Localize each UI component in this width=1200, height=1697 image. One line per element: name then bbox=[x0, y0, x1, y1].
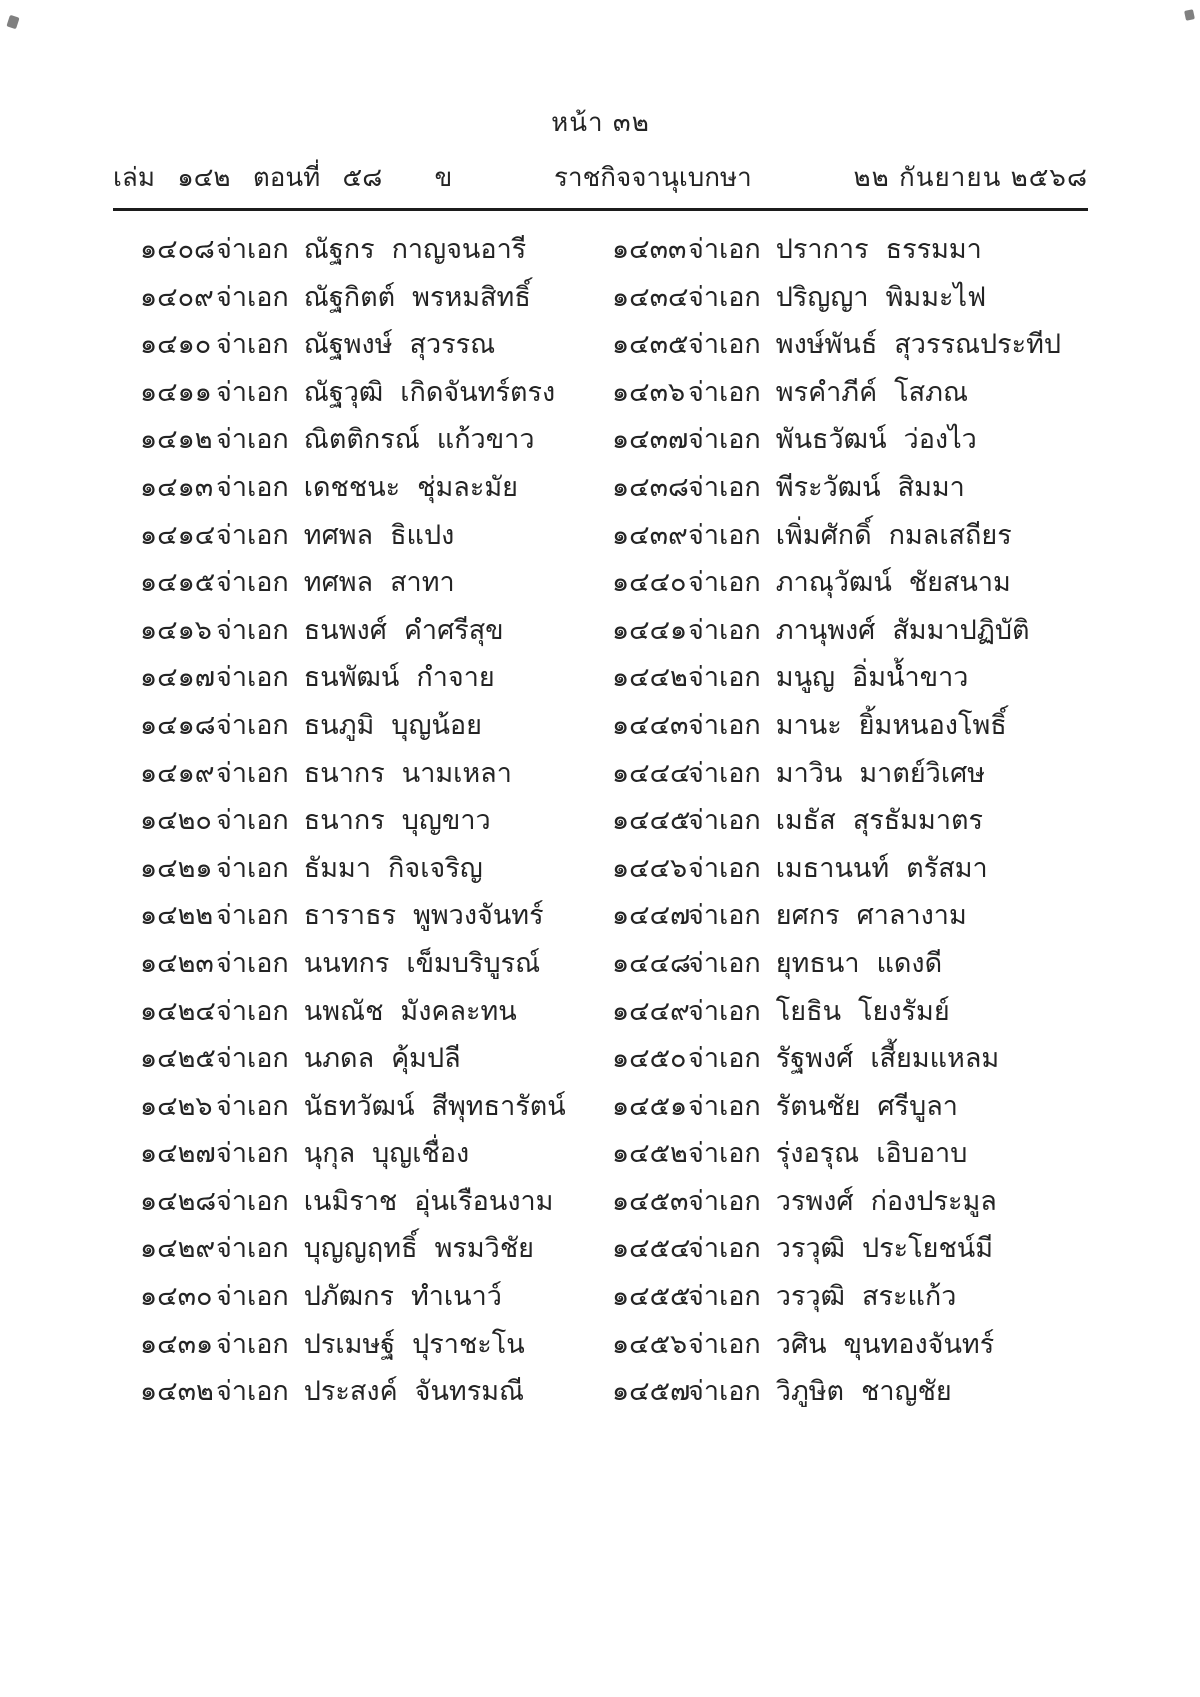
entry-surname: สุรธัมมาตร bbox=[852, 805, 984, 837]
entry-number: ๑๔๑๑ bbox=[140, 376, 212, 408]
entry-surname: คำศรีสุข bbox=[403, 614, 504, 646]
entry-surname: ชัยสนาม bbox=[908, 567, 1011, 599]
entry-number: ๑๔๒๔ bbox=[140, 995, 216, 1027]
entry-rank: จ่าเอก bbox=[688, 662, 761, 694]
entry-rank: จ่าเอก bbox=[688, 1043, 761, 1075]
entry-number: ๑๔๑๙ bbox=[140, 757, 215, 789]
entry-first-name: เดชชนะ bbox=[303, 471, 401, 503]
name-list bbox=[113, 211, 1088, 1417]
entry-rank: จ่าเอก bbox=[688, 1376, 761, 1408]
list-item bbox=[612, 751, 1088, 799]
entry-rank: จ่าเอก bbox=[688, 1233, 761, 1265]
entry-first-name: ธัมมา bbox=[303, 852, 372, 884]
entry-rank: จ่าเอก bbox=[216, 1090, 289, 1122]
entry-first-name: วรวุฒิ bbox=[775, 1281, 845, 1313]
entry-surname: สัมมาปฏิบัติ bbox=[892, 614, 1030, 646]
entry-first-name: ธนากร bbox=[303, 757, 385, 789]
entry-surname: ประโยชน์มี bbox=[862, 1233, 994, 1265]
entry-surname: สิมมา bbox=[897, 471, 965, 503]
entry-number: ๑๔๐๙ bbox=[140, 281, 214, 313]
entry-surname: ขุนทองจันทร์ bbox=[843, 1328, 995, 1360]
entry-first-name: ภาณุวัฒน์ bbox=[775, 567, 892, 599]
list-item bbox=[612, 370, 1088, 418]
entry-number: ๑๔๕๑ bbox=[612, 1090, 688, 1122]
entry-surname: ก่องประมูล bbox=[870, 1185, 997, 1217]
part-label: ตอนที่ bbox=[252, 163, 321, 193]
entry-rank: จ่าเอก bbox=[216, 805, 289, 837]
entry-number: ๑๔๔๙ bbox=[612, 995, 690, 1027]
entry-first-name: ณิตติกรณ์ bbox=[303, 424, 420, 456]
entry-surname: พรหมสิทธิ์ bbox=[412, 281, 531, 313]
entry-surname: สุวรรณประทีป bbox=[894, 329, 1062, 361]
entry-first-name: ทศพล bbox=[303, 519, 374, 551]
entry-rank: จ่าเอก bbox=[688, 519, 761, 551]
entry-surname: สีพุทธารัตน์ bbox=[431, 1090, 566, 1122]
entry-rank: จ่าเอก bbox=[216, 757, 289, 789]
list-item bbox=[140, 1179, 600, 1227]
entry-rank: จ่าเอก bbox=[688, 471, 761, 503]
entry-number: ๑๔๕๖ bbox=[612, 1328, 688, 1360]
entry-first-name: เมธานนท์ bbox=[775, 852, 890, 884]
entry-number: ๑๔๕๓ bbox=[612, 1185, 689, 1217]
volume-label: เล่ม bbox=[113, 163, 155, 193]
entry-number: ๑๔๔๖ bbox=[612, 852, 688, 884]
entry-first-name: ธนากร bbox=[303, 805, 385, 837]
list-item bbox=[612, 417, 1088, 465]
entry-number: ๑๔๑๘ bbox=[140, 709, 216, 741]
entry-surname: บุญขาว bbox=[401, 805, 491, 837]
entry-rank: จ่าเอก bbox=[216, 329, 289, 361]
list-item bbox=[140, 417, 600, 465]
entry-number: ๑๔๓๒ bbox=[140, 1376, 214, 1408]
entry-surname: อุ่นเรือนงาม bbox=[414, 1185, 554, 1217]
list-item bbox=[612, 322, 1088, 370]
entry-surname: บุญน้อย bbox=[391, 709, 482, 741]
list-item bbox=[612, 1274, 1088, 1322]
entry-number: ๑๔๕๒ bbox=[612, 1138, 688, 1170]
entry-rank: จ่าเอก bbox=[688, 757, 761, 789]
entry-rank: จ่าเอก bbox=[688, 805, 761, 837]
list-item bbox=[612, 798, 1088, 846]
list-item bbox=[140, 465, 600, 513]
entry-first-name: ภานุพงศ์ bbox=[775, 614, 876, 646]
entry-first-name: ธนพงศ์ bbox=[303, 614, 387, 646]
entry-rank: จ่าเอก bbox=[216, 424, 289, 456]
entry-number: ๑๔๔๐ bbox=[612, 567, 687, 599]
entry-rank: จ่าเอก bbox=[688, 567, 761, 599]
entry-number: ๑๔๔๗ bbox=[612, 900, 691, 932]
list-item bbox=[612, 1369, 1088, 1417]
entry-surname: ชุ่มละมัย bbox=[417, 471, 518, 503]
list-item bbox=[612, 275, 1088, 323]
entry-first-name: ณัฐกร bbox=[303, 234, 375, 265]
entry-first-name: มานะ bbox=[775, 709, 842, 741]
entry-number: ๑๔๔๕ bbox=[612, 805, 691, 837]
entry-number: ๑๔๕๔ bbox=[612, 1233, 691, 1265]
entry-surname: สระแก้ว bbox=[862, 1281, 957, 1313]
entry-surname: สาทา bbox=[390, 567, 455, 599]
entry-first-name: ทศพล bbox=[303, 567, 374, 599]
entry-surname: ตรัสมา bbox=[906, 852, 988, 884]
list-item bbox=[612, 1226, 1088, 1274]
entry-surname: ว่องไว bbox=[903, 424, 977, 456]
entry-first-name: ปภัฒกร bbox=[303, 1281, 394, 1313]
list-item bbox=[140, 1036, 600, 1084]
entry-number: ๑๔๔๑ bbox=[612, 614, 688, 646]
name-list-right-column bbox=[600, 227, 1088, 1417]
entry-rank: จ่าเอก bbox=[688, 1138, 761, 1170]
entry-surname: มังคละทน bbox=[400, 995, 517, 1027]
entry-first-name: บุญญฤทธิ์ bbox=[303, 1233, 418, 1265]
entry-rank: จ่าเอก bbox=[216, 1043, 289, 1075]
entry-number: ๑๔๑๐ bbox=[140, 329, 212, 361]
entry-first-name: รัตนชัย bbox=[775, 1090, 861, 1122]
entry-first-name: พงษ์พันธ์ bbox=[775, 329, 878, 361]
entry-surname: จันทรมณี bbox=[414, 1376, 525, 1408]
list-item bbox=[612, 655, 1088, 703]
entry-first-name: นนทกร bbox=[303, 947, 390, 979]
entry-first-name: วรวุฒิ bbox=[775, 1233, 845, 1265]
entry-first-name: ปริญญา bbox=[775, 281, 869, 313]
entry-rank: จ่าเอก bbox=[216, 234, 289, 265]
entry-surname: พูพวงจันทร์ bbox=[413, 900, 544, 932]
list-item bbox=[140, 275, 600, 323]
entry-surname: แก้วขาว bbox=[436, 424, 535, 456]
entry-first-name: มาวิน bbox=[775, 757, 843, 789]
entry-first-name: ธนภูมิ bbox=[303, 709, 375, 741]
list-item bbox=[140, 1131, 600, 1179]
entry-surname: แดงดี bbox=[876, 947, 943, 979]
entry-rank: จ่าเอก bbox=[688, 1328, 761, 1360]
list-item bbox=[140, 989, 600, 1037]
entry-number: ๑๔๓๘ bbox=[612, 471, 689, 503]
entry-rank: จ่าเอก bbox=[216, 1328, 289, 1360]
entry-rank: จ่าเอก bbox=[688, 329, 761, 361]
entry-number: ๑๔๕๐ bbox=[612, 1043, 687, 1075]
entry-first-name: เพิ่มศักดิ์ bbox=[775, 519, 872, 551]
list-item bbox=[140, 1274, 600, 1322]
entry-first-name: นภดล bbox=[303, 1043, 375, 1075]
entry-first-name: ณัฐวุฒิ bbox=[303, 376, 384, 408]
entry-number: ๑๔๒๒ bbox=[140, 900, 214, 932]
list-item bbox=[612, 1036, 1088, 1084]
list-item bbox=[140, 370, 600, 418]
entry-rank: จ่าเอก bbox=[216, 709, 289, 741]
entry-rank: จ่าเอก bbox=[688, 614, 761, 646]
entry-number: ๑๔๓๖ bbox=[612, 376, 686, 408]
entry-number: ๑๔๑๔ bbox=[140, 519, 216, 551]
entry-first-name: ณัฐกิตต์ bbox=[303, 281, 396, 313]
entry-rank: จ่าเอก bbox=[216, 1185, 289, 1217]
page-number-label: หน้า ๓๒ bbox=[551, 108, 650, 138]
entry-first-name: เมธัส bbox=[775, 805, 836, 837]
entry-rank: จ่าเอก bbox=[688, 852, 761, 884]
entry-first-name: รุ่งอรุณ bbox=[775, 1138, 860, 1170]
list-item bbox=[140, 513, 600, 561]
entry-first-name: ปราการ bbox=[775, 234, 869, 265]
entry-surname: กำจาย bbox=[416, 662, 495, 694]
entry-number: ๑๔๒๖ bbox=[140, 1090, 213, 1122]
gazette-title: ราชกิจจานุเบกษา bbox=[554, 163, 752, 193]
list-item bbox=[140, 322, 600, 370]
entry-rank: จ่าเอก bbox=[688, 1185, 761, 1217]
entry-first-name: นุกุล bbox=[303, 1138, 356, 1170]
entry-surname: มาตย์วิเศษ bbox=[859, 757, 985, 789]
entry-surname: โยงรัมย์ bbox=[858, 995, 950, 1027]
entry-number: ๑๔๒๐ bbox=[140, 805, 212, 837]
list-item bbox=[140, 798, 600, 846]
entry-rank: จ่าเอก bbox=[216, 1281, 289, 1313]
entry-number: ๑๔๓๕ bbox=[612, 329, 689, 361]
entry-first-name: ธนพัฒน์ bbox=[303, 662, 400, 694]
entry-number: ๑๔๔๓ bbox=[612, 709, 689, 741]
entry-first-name: พันธวัฒน์ bbox=[775, 424, 887, 456]
entry-first-name: ธาราธร bbox=[303, 900, 397, 932]
list-item bbox=[612, 227, 1088, 275]
entry-number: ๑๔๕๗ bbox=[612, 1376, 691, 1408]
list-item bbox=[140, 751, 600, 799]
entry-rank: จ่าเอก bbox=[688, 376, 761, 408]
entry-first-name: วรพงศ์ bbox=[775, 1185, 854, 1217]
entry-number: ๑๔๓๔ bbox=[612, 281, 689, 313]
entry-number: ๑๔๒๘ bbox=[140, 1185, 217, 1217]
entry-rank: จ่าเอก bbox=[216, 852, 289, 884]
entry-number: ๑๔๒๑ bbox=[140, 852, 213, 884]
entry-first-name: ปรเมษฐ์ bbox=[303, 1328, 396, 1360]
entry-rank: จ่าเอก bbox=[688, 281, 761, 313]
entry-number: ๑๔๕๕ bbox=[612, 1281, 691, 1313]
entry-rank: จ่าเอก bbox=[216, 281, 289, 313]
list-item bbox=[140, 846, 600, 894]
entry-surname: ชาญชัย bbox=[861, 1376, 952, 1408]
entry-number: ๑๔๔๒ bbox=[612, 662, 688, 694]
volume-part-info bbox=[113, 157, 452, 198]
entry-number: ๑๔๑๒ bbox=[140, 424, 213, 456]
entry-surname: พิมมะไฟ bbox=[885, 281, 987, 313]
entry-surname: ธรรมมา bbox=[885, 234, 982, 265]
entry-surname: ทำเนาว์ bbox=[410, 1281, 502, 1313]
entry-surname: สุวรรณ bbox=[409, 329, 496, 361]
entry-rank: จ่าเอก bbox=[216, 662, 289, 694]
entry-first-name: นพณัช bbox=[303, 995, 384, 1027]
entry-rank: จ่าเอก bbox=[688, 1090, 761, 1122]
entry-rank: จ่าเอก bbox=[216, 567, 289, 599]
entry-first-name: ประสงค์ bbox=[303, 1376, 398, 1408]
entry-rank: จ่าเอก bbox=[216, 471, 289, 503]
entry-number: ๑๔๓๑ bbox=[140, 1328, 214, 1360]
entry-number: ๑๔๒๕ bbox=[140, 1043, 216, 1075]
entry-first-name: รัฐพงศ์ bbox=[775, 1043, 854, 1075]
entry-first-name: โยธิน bbox=[775, 995, 842, 1027]
list-item bbox=[140, 941, 600, 989]
entry-surname: บุญเชื่อง bbox=[372, 1138, 470, 1170]
list-item bbox=[612, 1084, 1088, 1132]
entry-rank: จ่าเอก bbox=[688, 995, 761, 1027]
gazette-header bbox=[113, 157, 1088, 198]
list-item bbox=[140, 560, 600, 608]
list-item bbox=[612, 608, 1088, 656]
entry-surname: อิ่มน้ำขาว bbox=[852, 662, 969, 694]
entry-first-name: ยุทธนา bbox=[775, 947, 860, 979]
list-item bbox=[140, 1226, 600, 1274]
list-item bbox=[612, 465, 1088, 513]
entry-rank: จ่าเอก bbox=[688, 709, 761, 741]
list-item bbox=[612, 560, 1088, 608]
gazette-date: ๒๒ กันยายน ๒๕๖๘ bbox=[853, 163, 1088, 193]
entry-rank: จ่าเอก bbox=[216, 995, 289, 1027]
list-item bbox=[140, 608, 600, 656]
entry-first-name: ยศกร bbox=[775, 900, 840, 932]
list-item bbox=[140, 227, 600, 275]
list-item bbox=[612, 893, 1088, 941]
volume-number: ๑๔๒ bbox=[177, 163, 231, 193]
entry-surname: คุ้มปลี bbox=[391, 1043, 461, 1075]
entry-rank: จ่าเอก bbox=[688, 1281, 761, 1313]
list-item bbox=[140, 1369, 600, 1417]
entry-first-name: พีระวัฒน์ bbox=[775, 471, 881, 503]
entry-surname: เข็มบริบูรณ์ bbox=[406, 947, 541, 979]
entry-rank: จ่าเอก bbox=[688, 900, 761, 932]
list-item bbox=[612, 1179, 1088, 1227]
entry-rank: จ่าเอก bbox=[216, 1376, 289, 1408]
section-letter: ข bbox=[434, 163, 453, 193]
entry-number: ๑๔๑๗ bbox=[140, 662, 216, 694]
entry-rank: จ่าเอก bbox=[216, 519, 289, 551]
entry-rank: จ่าเอก bbox=[216, 947, 289, 979]
entry-first-name: วิภูษิต bbox=[775, 1376, 845, 1408]
entry-surname: พรมวิชัย bbox=[434, 1233, 534, 1265]
entry-first-name: วศิน bbox=[775, 1328, 827, 1360]
entry-surname: ปุราชะโน bbox=[412, 1328, 525, 1360]
entry-number: ๑๔๓๐ bbox=[140, 1281, 213, 1313]
list-item bbox=[612, 703, 1088, 751]
entry-surname: ยิ้มหนองโพธิ์ bbox=[858, 709, 1007, 741]
entry-surname: นามเหลา bbox=[401, 757, 512, 789]
list-item bbox=[140, 655, 600, 703]
list-item bbox=[140, 893, 600, 941]
entry-first-name: เนมิราช bbox=[303, 1185, 398, 1217]
list-item bbox=[140, 1322, 600, 1370]
entry-surname: กาญจนอารี bbox=[391, 234, 527, 265]
entry-surname: เสี้ยมแหลม bbox=[870, 1043, 1000, 1075]
name-list-left-column bbox=[113, 227, 600, 1417]
list-item bbox=[140, 1084, 600, 1132]
entry-number: ๑๔๒๓ bbox=[140, 947, 214, 979]
list-item bbox=[612, 1322, 1088, 1370]
list-item bbox=[612, 513, 1088, 561]
entry-rank: จ่าเอก bbox=[216, 376, 289, 408]
entry-number: ๑๔๓๙ bbox=[612, 519, 688, 551]
entry-number: ๑๔๐๘ bbox=[140, 234, 215, 265]
entry-surname: ศาลางาม bbox=[856, 900, 967, 932]
part-number: ๕๘ bbox=[342, 163, 383, 193]
list-item bbox=[612, 1131, 1088, 1179]
entry-first-name: พรคำภีค์ bbox=[775, 376, 878, 408]
entry-number: ๑๔๑๖ bbox=[140, 614, 212, 646]
entry-number: ๑๔๔๔ bbox=[612, 757, 691, 789]
entry-number: ๑๔๓๓ bbox=[612, 234, 687, 265]
entry-first-name: นัธทวัฒน์ bbox=[303, 1090, 415, 1122]
entry-number: ๑๔๒๗ bbox=[140, 1138, 216, 1170]
entry-first-name: มนูญ bbox=[775, 662, 836, 694]
entry-surname: กิจเจริญ bbox=[388, 852, 483, 884]
entry-first-name: ณัฐพงษ์ bbox=[303, 329, 393, 361]
entry-surname: ธิแปง bbox=[390, 519, 455, 551]
entry-rank: จ่าเอก bbox=[688, 947, 761, 979]
list-item bbox=[140, 703, 600, 751]
entry-surname: โสภณ bbox=[894, 376, 968, 408]
list-item bbox=[612, 941, 1088, 989]
list-item bbox=[612, 846, 1088, 894]
entry-surname: เอิบอาบ bbox=[876, 1138, 968, 1170]
entry-rank: จ่าเอก bbox=[216, 900, 289, 932]
entry-surname: กมลเสถียร bbox=[888, 519, 1012, 551]
entry-rank: จ่าเอก bbox=[216, 1233, 289, 1265]
entry-number: ๑๔๓๗ bbox=[612, 424, 689, 456]
entry-number: ๑๔๒๙ bbox=[140, 1233, 216, 1265]
list-item bbox=[612, 989, 1088, 1037]
entry-rank: จ่าเอก bbox=[688, 234, 761, 265]
entry-rank: จ่าเอก bbox=[216, 1138, 289, 1170]
entry-number: ๑๔๑๕ bbox=[140, 567, 216, 599]
entry-number: ๑๔๔๘ bbox=[612, 947, 691, 979]
entry-surname: เกิดจันทร์ตรง bbox=[400, 376, 556, 408]
entry-rank: จ่าเอก bbox=[216, 614, 289, 646]
entry-rank: จ่าเอก bbox=[688, 424, 761, 456]
entry-number: ๑๔๑๓ bbox=[140, 471, 214, 503]
entry-surname: ศรีบูลา bbox=[877, 1090, 958, 1122]
